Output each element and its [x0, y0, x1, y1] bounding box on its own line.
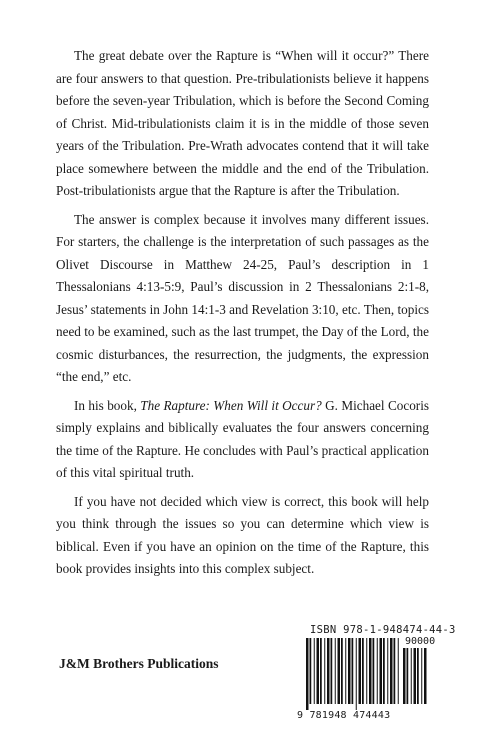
barcode-bar [394, 638, 396, 704]
barcode-bar [324, 638, 325, 704]
barcode-bar [421, 648, 422, 704]
barcode-bar [362, 638, 364, 704]
barcode-bar [383, 638, 385, 704]
barcode-bar [335, 638, 336, 704]
barcode-bar [310, 638, 312, 704]
barcode-bar [314, 638, 315, 704]
paragraph-4: If you have not decided which view is correct, this book will help you think through the issues so you can determine which view is biblical. Even if you have an opinion on the time of the Rapture, this book provides insights into this complex subject. [56, 493, 429, 576]
barcode-bar [317, 638, 320, 704]
barcode-bar [338, 638, 341, 704]
barcode-bar [414, 648, 417, 704]
barcode-addon-code: 90000 [405, 636, 436, 647]
barcode-bar [341, 638, 343, 704]
barcode-bar [411, 648, 412, 704]
barcode-bar [359, 638, 362, 704]
ean-digits: 9 781948 474443 [297, 710, 391, 721]
barcode-bar [369, 638, 372, 704]
barcode-bar [380, 638, 383, 704]
paragraph-3-rest: G. Michael Cocoris simply explains and biblically evaluates the four answers concerning the time of the Rapture. He concludes with Paul’s practical application of this vital spiritual truth. [56, 397, 429, 480]
barcode-bar [331, 638, 333, 704]
isbn-label: ISBN 978-1-948474-44-3 [310, 624, 456, 636]
barcode-bar [373, 638, 375, 704]
barcode-bar [398, 638, 399, 704]
barcode-bar [387, 638, 388, 704]
paragraph-3 [56, 395, 429, 485]
barcode-bar [390, 638, 393, 704]
barcode-addon-bars [403, 648, 429, 710]
barcode-bar [407, 648, 409, 704]
barcode-bar [345, 638, 346, 704]
isbn-barcode [292, 624, 456, 724]
barcode-bar [424, 648, 427, 704]
book-title: The Rapture: When Will it Occur? [140, 397, 322, 413]
barcode-bar [327, 638, 330, 704]
barcode-bar [348, 638, 351, 704]
paragraph-2: The answer is complex because it involves many different issues. For starters, the challenge is the interpretation of such passages as the Olivet Discourse in Matthew 24-25, Paul’s description in 1 Thessalonians 4:13-5:9, Paul’s discussion in 2 Thessalonians 2:1-8, Jesus’ statements in John 14:1-3 and Revelation 3:10, etc. Then, topics need to be examined, such as the last trumpet, the Day of the Lord, the cosmic disturbances, the resurrection, the judgments, the expression “the end,” etc. [56, 211, 429, 384]
barcode-bar [403, 648, 406, 704]
barcode-bar [377, 638, 378, 704]
paragraph-1: The great debate over the Rapture is “When will it occur?” There are four answers to that question. Pre-tribulationists believe it happens before the seven-year Tribulation, which is before the Second Coming of Christ. Mid-tribulationists claim it is in the middle of those seven years of the Tribulation. Pre-Wrath advocates contend that it will take place somewhere between the middle and the end of the Tribulation. Post-tribulationists argue that the Rapture is after the Tribulation. [56, 48, 429, 198]
barcode-bar [352, 638, 354, 704]
publisher-name: J&M Brothers Publications [59, 656, 219, 671]
barcode-bar [320, 638, 322, 704]
barcode-bar [306, 638, 309, 710]
barcode-bar [356, 638, 357, 710]
blurb-text [56, 45, 429, 587]
barcode-bars [306, 638, 402, 710]
paragraph-3-lead: In his book, [74, 397, 141, 413]
barcode-bar [417, 648, 419, 704]
barcode-bar [366, 638, 367, 704]
